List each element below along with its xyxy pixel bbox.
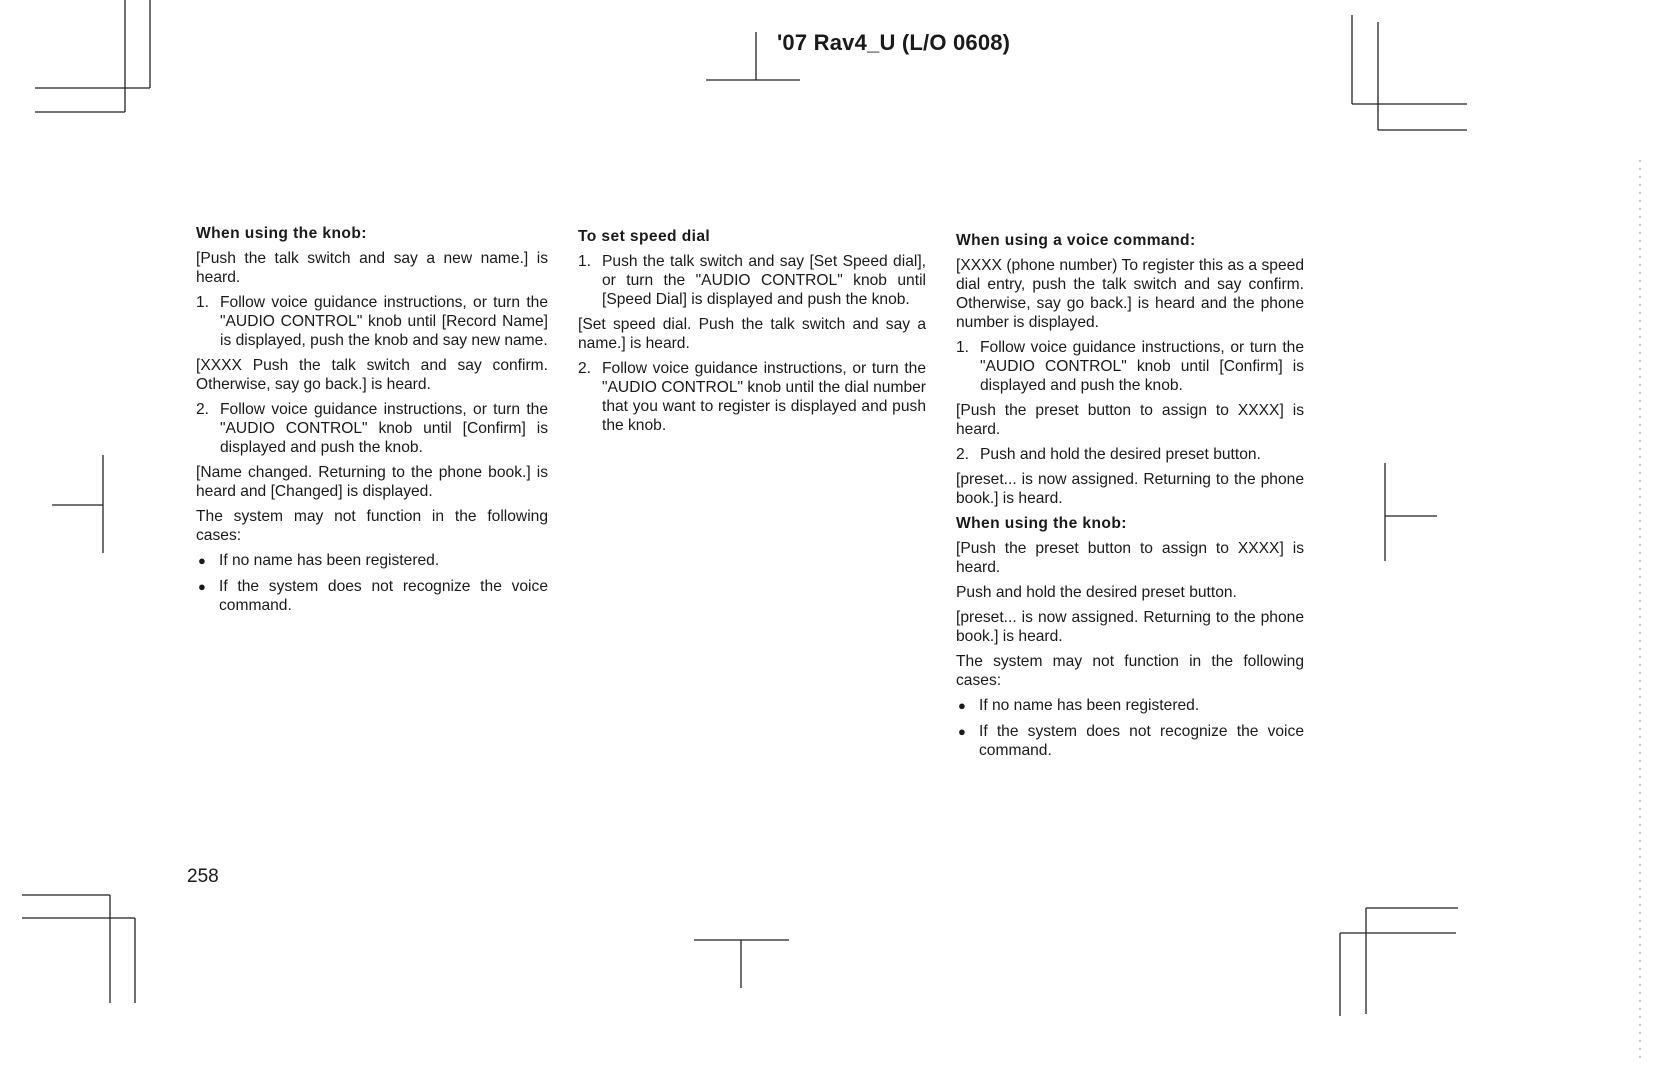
step-list (578, 252, 926, 309)
bullet-item: ● If no name has been registered. (196, 551, 548, 570)
step-list (196, 293, 548, 350)
column-2 (578, 227, 926, 441)
paragraph: [Push the preset button to assign to XXXX] is heard. (956, 540, 1304, 576)
step-list (956, 445, 1304, 464)
paragraph: The system may not function in the following cases: (196, 508, 548, 544)
step-list (196, 400, 548, 457)
paragraph: [Push the talk switch and say a new name.] is heard. (196, 250, 548, 286)
step-text: Push the talk switch and say [Set Speed dial], or turn the "AUDIO CONTROL" knob until [Speed Dial] is displayed and push the knob. (602, 253, 926, 308)
paragraph: [XXXX (phone number) To register this as a speed dial entry, push the talk switch and say confirm. Otherwise, say go back.] is heard and the phone number is displayed. (956, 257, 1304, 331)
bullet-list (196, 551, 548, 615)
paragraph: [preset... is now assigned. Returning to the phone book.] is heard. (956, 609, 1304, 645)
paragraph: Push and hold the desired preset button. (956, 584, 1237, 601)
step-list (956, 338, 1304, 395)
paragraph: [Name changed. Returning to the phone book.] is heard and [Changed] is displayed. (196, 464, 548, 500)
column-3 (956, 231, 1304, 767)
section-heading: To set speed dial (578, 228, 711, 245)
paragraph: [XXXX Push the talk switch and say confirm. Otherwise, say go back.] is heard. (196, 357, 548, 393)
paragraph: [preset... is now assigned. Returning to the phone book.] is heard. (956, 471, 1304, 507)
step-number: 2. (196, 401, 210, 418)
paragraph: [Push the preset button to assign to XXXX] is heard. (956, 402, 1304, 438)
step-number: 2. (578, 360, 592, 377)
step-item (578, 252, 926, 309)
paragraph: [Set speed dial. Push the talk switch and say a name.] is heard. (578, 316, 926, 352)
step-text: Follow voice guidance instructions, or turn the "AUDIO CONTROL" knob until [Record Name] is displayed, push the knob and say new name. (220, 294, 548, 349)
step-number: 1. (578, 253, 592, 270)
section-heading: When using the knob: (196, 225, 367, 242)
step-number: 1. (196, 294, 210, 311)
step-item (956, 445, 1304, 464)
column-1 (196, 224, 548, 622)
step-item (196, 293, 548, 350)
step-text: Follow voice guidance instructions, or turn the "AUDIO CONTROL" knob until [Confirm] is displayed and push the knob. (220, 401, 548, 456)
step-item (196, 400, 548, 457)
step-number: 1. (956, 339, 970, 356)
page-number: 258 (187, 866, 219, 887)
bullet-item: ● If no name has been registered. (956, 696, 1304, 715)
step-text: Follow voice guidance instructions, or turn the "AUDIO CONTROL" knob until [Confirm] is displayed and push the knob. (980, 339, 1304, 394)
step-list (578, 359, 926, 435)
step-text: Push and hold the desired preset button. (980, 446, 1261, 463)
step-item (578, 359, 926, 435)
document-header-title: '07 Rav4_U (L/O 0608) (777, 30, 1011, 55)
section-heading: When using the knob: (956, 515, 1127, 532)
section-heading: When using a voice command: (956, 232, 1196, 249)
step-text: Follow voice guidance instructions, or turn the "AUDIO CONTROL" knob until the dial number that you want to register is displayed and push the knob. (602, 360, 926, 434)
step-number: 2. (956, 446, 970, 463)
step-item (956, 338, 1304, 395)
paragraph: The system may not function in the following cases: (956, 653, 1304, 689)
bullet-item: ● If the system does not recognize the voice command. (956, 722, 1304, 760)
bullet-item: ● If the system does not recognize the voice command. (196, 577, 548, 615)
bullet-list (956, 696, 1304, 760)
